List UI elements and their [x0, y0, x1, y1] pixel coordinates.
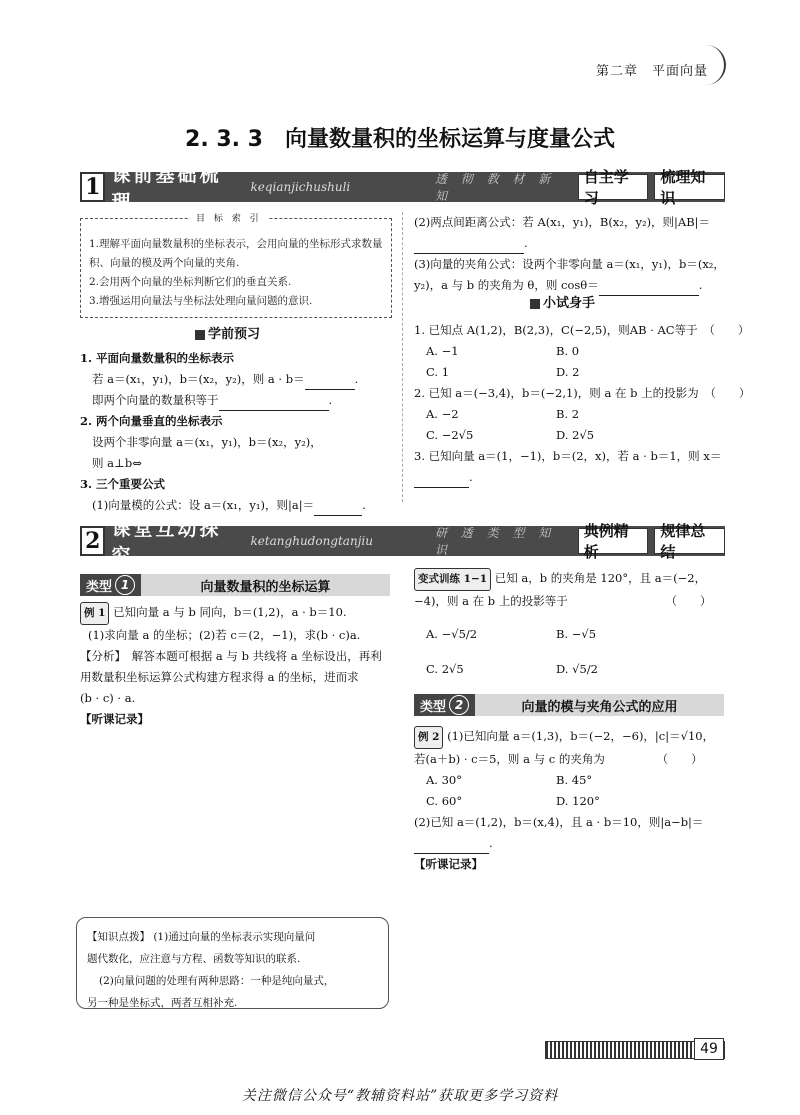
- preview-s1a: 若 a＝(x₁，y₁)，b＝(x₂，y₂)，则 a · b＝: [92, 372, 305, 386]
- band-title: 课堂互动探究: [111, 518, 222, 567]
- example-1-analysis: 用数量积坐标运算公式构建方程求得 a 的坐标，进而求: [80, 670, 359, 684]
- header-bracket: [700, 45, 726, 85]
- knowledge-line: 【知识点拨】 (1)通过向量的坐标表示实现向量问: [87, 931, 316, 943]
- type-number: 1: [115, 575, 135, 595]
- band-slogan: 透 彻 教 材 新 知: [434, 172, 556, 203]
- listen-record-label: 【听课记录】: [414, 857, 483, 871]
- formula-2: (2)两点间距离公式：若 A(x₁，y₁)，B(x₂，y₂)，则|AB|＝: [414, 215, 711, 229]
- option[interactable]: B. −√5: [556, 627, 597, 641]
- preview-s1: 1. 平面向量数量积的坐标表示: [80, 351, 235, 365]
- option[interactable]: B. 2: [556, 407, 580, 421]
- quiz-q3: 3. 已知向量 a＝(1，−1)，b＝(2，x)，若 a · b＝1，则 x＝: [414, 449, 722, 463]
- preview-s3: 3. 三个重要公式: [80, 477, 166, 491]
- example-2-text: (1)已知向量 a＝(1,3)，b＝(−2，−6)，|c|＝√10，: [447, 729, 715, 743]
- preview-s2-line: [80, 453, 398, 474]
- preview-s2: 2. 两个向量垂直的坐标表示: [80, 414, 223, 428]
- quiz-q2: 2. 已知 a＝(−3,4)，b＝(−2,1)，则 a 在 b 上的投影为 （ ）: [414, 386, 751, 400]
- band-slogan: 研 透 类 型 知 识: [434, 526, 556, 557]
- preview-title-text: 学前预习: [208, 327, 261, 342]
- option[interactable]: A. −1: [426, 344, 459, 358]
- square-icon: [530, 299, 540, 309]
- example-1-text: 已知向量 a 与 b 同向，b＝(1,2)，a · b＝10.: [113, 605, 347, 619]
- type-label: [80, 574, 141, 596]
- band-number: 1: [80, 172, 105, 202]
- example-1-analysis: 【分析】 解答本题可根据 a 与 b 共线将 a 坐标设出，再利: [80, 649, 382, 663]
- option[interactable]: D. √5/2: [556, 662, 598, 676]
- formula-3b: y₂)，a 与 b 的夹角为 θ，则 cosθ＝: [414, 278, 599, 292]
- option[interactable]: B. 0: [556, 344, 580, 358]
- preview-s2b: 则 a⊥b⇔: [92, 456, 142, 470]
- formula-3a: (3)向量的夹角公式：设两个非零向量 a＝(x₁，y₁)，b＝(x₂，: [414, 257, 725, 271]
- footer-note: 关注微信公众号“教辅资料站”获取更多学习资料: [241, 1088, 559, 1104]
- knowledge-line: 题代数化，应注意与方程、函数等知识的联系.: [87, 953, 301, 965]
- listen-record-label: 【听课记录】: [80, 712, 149, 726]
- example-2: 例 2 (1)已知向量 a＝(1,3)，b＝(−2，−6)，|c|＝√10， 若(a＋b) · c＝5，则 a 与 c 的夹角为 （ ） A. 30° B. 45° C. 60° D. 120° (2)已知 a＝(1,2)，b＝(x,4)，且 a · b＝10，则|a−b|＝ . 【听课记录】: [414, 726, 729, 875]
- band-number: 2: [80, 526, 105, 556]
- preview-s3-line: (1)向量模的公式：设 a＝(x₁，y₁)，则|a|＝ .: [80, 495, 398, 516]
- section-band-1: [80, 164, 725, 213]
- example-1: [80, 602, 396, 730]
- option[interactable]: A. −2: [426, 407, 459, 421]
- variant-1-1: [414, 568, 729, 680]
- formula-content: (2)两点间距离公式：若 A(x₁，y₁)，B(x₂，y₂)，则|AB|＝ . (3)向量的夹角公式：设两个非零向量 a＝(x₁，y₁)，b＝(x₂， y₂)，a 与 b 的夹角为 θ，则 cosθ＝ .: [414, 212, 729, 296]
- knowledge-box: [76, 917, 389, 1009]
- answer-blank[interactable]: [599, 295, 699, 296]
- preview-content: [80, 348, 398, 516]
- variant-text: 已知 a，b 的夹角是 120°，且 a＝(−2，: [494, 571, 707, 585]
- preview-title: [195, 323, 260, 342]
- type-1-bar: [80, 574, 390, 596]
- example-label: 例 1: [80, 602, 109, 625]
- option[interactable]: D. 2√5: [556, 428, 595, 442]
- band-box-2: 规律总结: [654, 528, 725, 554]
- objectives-box: [80, 218, 392, 318]
- quiz-q1: 1. 已知点 A(1,2)，B(2,3)，C(−2,5)，则AB · AC等于 （ ）: [414, 323, 750, 337]
- type-title: 向量的模与夹角公式的应用: [521, 699, 678, 715]
- section-band-2: [80, 518, 725, 567]
- variant-text: −4)，则 a 在 b 上的投影等于 （ ）: [414, 594, 712, 608]
- variant-label: 变式训练 1−1: [414, 568, 491, 591]
- option[interactable]: A. −√5/2: [426, 627, 478, 641]
- band-title: 课前基础梳理: [111, 164, 222, 213]
- band-box-2: 梳理知识: [654, 174, 725, 200]
- option[interactable]: D. 2: [556, 365, 580, 379]
- option[interactable]: A. 30°: [426, 773, 462, 787]
- answer-blank[interactable]: [414, 487, 469, 488]
- option[interactable]: D. 120°: [556, 794, 600, 808]
- column-divider: [402, 212, 403, 502]
- type-label: [414, 694, 475, 716]
- example-1-analysis: (b · c) · a.: [80, 691, 136, 705]
- objective-item: 2.会用两个向量的坐标判断它们的垂直关系.: [89, 276, 292, 288]
- quiz-title-text: 小试身手: [543, 296, 596, 311]
- square-icon: [195, 330, 205, 340]
- option[interactable]: B. 45°: [556, 773, 593, 787]
- preview-s1-line2: 即两个向量的数量积等于 .: [80, 390, 398, 411]
- knowledge-line: (2)向量问题的处理有两种思路：一种是纯向量式，: [99, 975, 335, 987]
- quiz-content: 1. 已知点 A(1,2)，B(2,3)，C(−2,5)，则AB · AC等于 （ ） A. −1 B. 0 C. 1 D. 2 2. 已知 a＝(−3,4)，b＝(−2,1)，则 a 在 b 上的投影为 （ ） A. −2 B. 2 C. −2√5 D. 2√5 3. 已知向量 a＝(1，−1)，b＝(2，x)，若 a · b＝1，则 x＝ .: [414, 320, 729, 488]
- band-pinyin: ketanghudongtanjiu: [250, 534, 373, 548]
- band-box-1: 典例精析: [578, 528, 649, 554]
- option[interactable]: C. 60°: [426, 794, 463, 808]
- knowledge-line: 另一种是坐标式，两者互相补充.: [87, 997, 238, 1009]
- preview-s1-line: 若 a＝(x₁，y₁)，b＝(x₂，y₂)，则 a · b＝ .: [80, 369, 398, 390]
- type-label-text: 类型: [86, 579, 113, 595]
- example-2-text: 若(a＋b) · c＝5，则 a 与 c 的夹角为 （ ）: [414, 752, 703, 766]
- preview-s2a: 设两个非零向量 a＝(x₁，y₁)，b＝(x₂，y₂)，: [92, 435, 322, 449]
- type-2-bar: [414, 694, 724, 716]
- preview-s1b: 即两个向量的数量积等于: [92, 393, 219, 407]
- page-title: 2. 3. 3 向量数量积的坐标运算与度量公式: [185, 127, 615, 152]
- answer-blank[interactable]: [219, 410, 329, 411]
- type-title: 向量数量积的坐标运算: [200, 579, 331, 595]
- objectives-title: 目 标 索 引: [190, 211, 268, 224]
- preview-s3a: (1)向量模的公式：设 a＝(x₁，y₁)，则|a|＝: [92, 498, 315, 512]
- band-pinyin: keqianjichushuli: [250, 180, 351, 194]
- example-label: 例 2: [414, 726, 443, 749]
- type-number: 2: [449, 695, 469, 715]
- type-label-text: 类型: [420, 699, 447, 715]
- band-box-1: 自主学习: [578, 174, 649, 200]
- answer-blank[interactable]: [314, 515, 362, 516]
- page-number: 49: [694, 1038, 724, 1060]
- option[interactable]: C. 2√5: [426, 662, 464, 676]
- example-2-part2: (2)已知 a＝(1,2)，b＝(x,4)，且 a · b＝10，则|a−b|＝: [414, 815, 704, 829]
- chapter-header: 第二章 平面向量: [596, 64, 709, 79]
- option[interactable]: C. −2√5: [426, 428, 474, 442]
- quiz-title: [530, 292, 595, 311]
- objective-item: 3.增强运用向量法与坐标法处理向量问题的意识.: [89, 295, 313, 307]
- example-1-question: (1)求向量 a 的坐标；(2)若 c＝(2，−1)，求(b · c)a.: [88, 628, 361, 642]
- objective-item: 1.理解平面向量数量积的坐标表示，会用向量的坐标形式求数量积、向量的模及两个向量的夹角.: [89, 238, 383, 269]
- option[interactable]: C. 1: [426, 365, 450, 379]
